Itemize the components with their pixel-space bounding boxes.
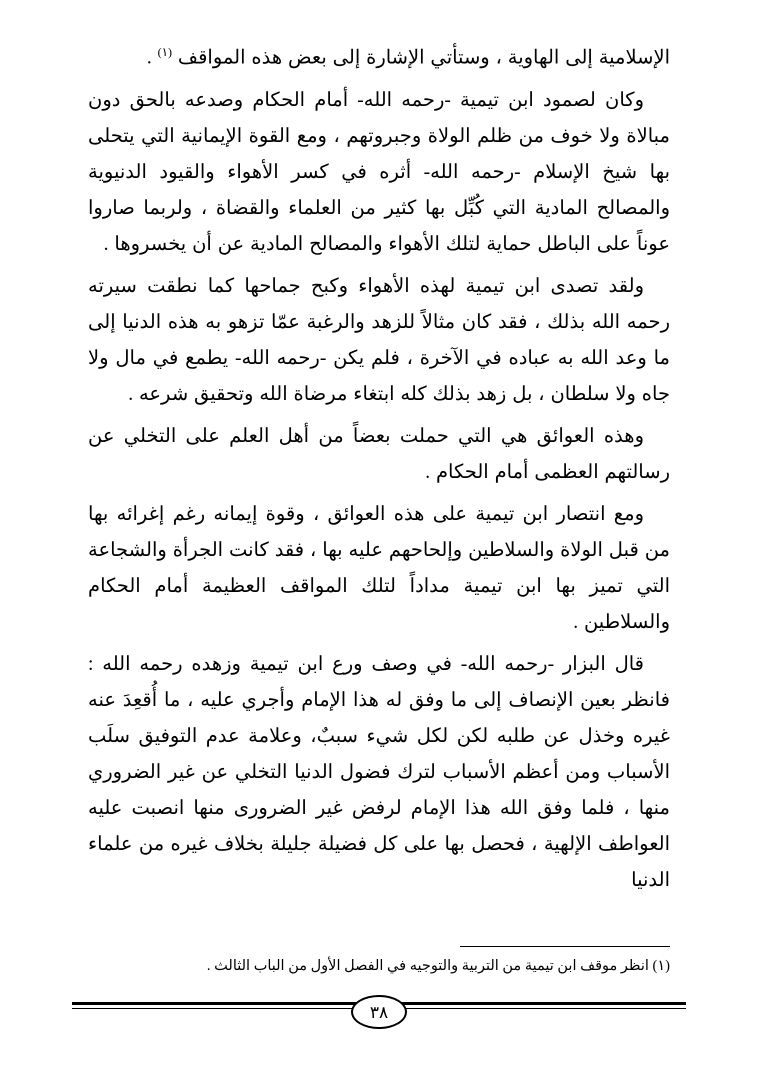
paragraph-4: وهذه العوائق هي التي حملت بعضاً من أهل العلم على التخلي عن رسالتهم العظمى أمام الحكام .: [88, 425, 670, 483]
paragraph-2: وكان لصمود ابن تيمية -رحمه الله- أمام الحكام وصدعه بالحق دون مبالاة ولا خوف من ظلم الولاة وجبروتهم ، ومع القوة الإيمانية التي يتحلى بها شيخ الإسلام -رحمه الله- أثره في كسر الأهواء والقيود الدنيوية والمصالح المادية التي كُبِّل بها كثير من العلماء والقضاة ، ولربما صاروا عوناً على الباطل حماية لتلك الأهواء والمصالح المادية عن أن يخسروها .: [88, 89, 670, 255]
footnote-text: (١) انظر موقف ابن تيمية من التربية والتوجيه في الفصل الأول من الباب الثالث .: [206, 958, 670, 974]
paragraph-6: قال البزار -رحمه الله- في وصف ورع ابن تيمية وزهده رحمه الله : فانظر بعين الإنصاف إلى ما وفق له هذا الإمام وأجري عليه ، ما أُقعِدَ عنه غيره وخذل عن طلبه لكن لكل شيء سببٌ، وعلامة عدم التوفيق سلَب الأسباب ومن أعظم الأسباب لترك فضول الدنيا التخلي عن غير الضروري منها ، فلما وفق الله هذا الإمام لرفض غير الضرورى منها انصبت عليه العواطف الإلهية ، فحصل بها على كل فضيلة جليلة بخلاف غيره من علماء الدنيا: [88, 653, 670, 891]
paragraph-1-tail: .: [146, 47, 158, 69]
page-number: ٣٨: [351, 995, 407, 1029]
footnote-marker-inline: (١): [157, 45, 173, 59]
page-body: [88, 34, 670, 905]
paragraph-1-text: الإسلامية إلى الهاوية ، وستأتي الإشارة إلى بعض هذه المواقف: [172, 47, 670, 69]
paragraph-3: ولقد تصدى ابن تيمية لهذه الأهواء وكبح جماحها كما نطقت سيرته رحمه الله بذلك ، فقد كان مثالاً للزهد والرغبة عمّا تزهو به هذه الدنيا إلى ما وعد الله به عباده في الآخرة ، فلم يكن -رحمه الله- يطمع في مال ولا جاه ولا سلطان ، بل زهد بذلك كله ابتغاء مرضاة الله وتحقيق شرعه .: [88, 275, 670, 405]
footnote-separator: [460, 946, 670, 947]
footnote-area: [88, 946, 670, 977]
paragraph-5: ومع انتصار ابن تيمية على هذه العوائق ، وقوة إيمانه رغم إغرائه بها من قبل الولاة والسلاطين وإلحاحهم عليه بها ، فقد كانت الجرأة والشجاعة التي تميز بها ابن تيمية مداداً لتلك المواقف العظيمة أمام الحكام والسلاطين .: [88, 503, 670, 633]
paragraph-1: [88, 34, 670, 77]
